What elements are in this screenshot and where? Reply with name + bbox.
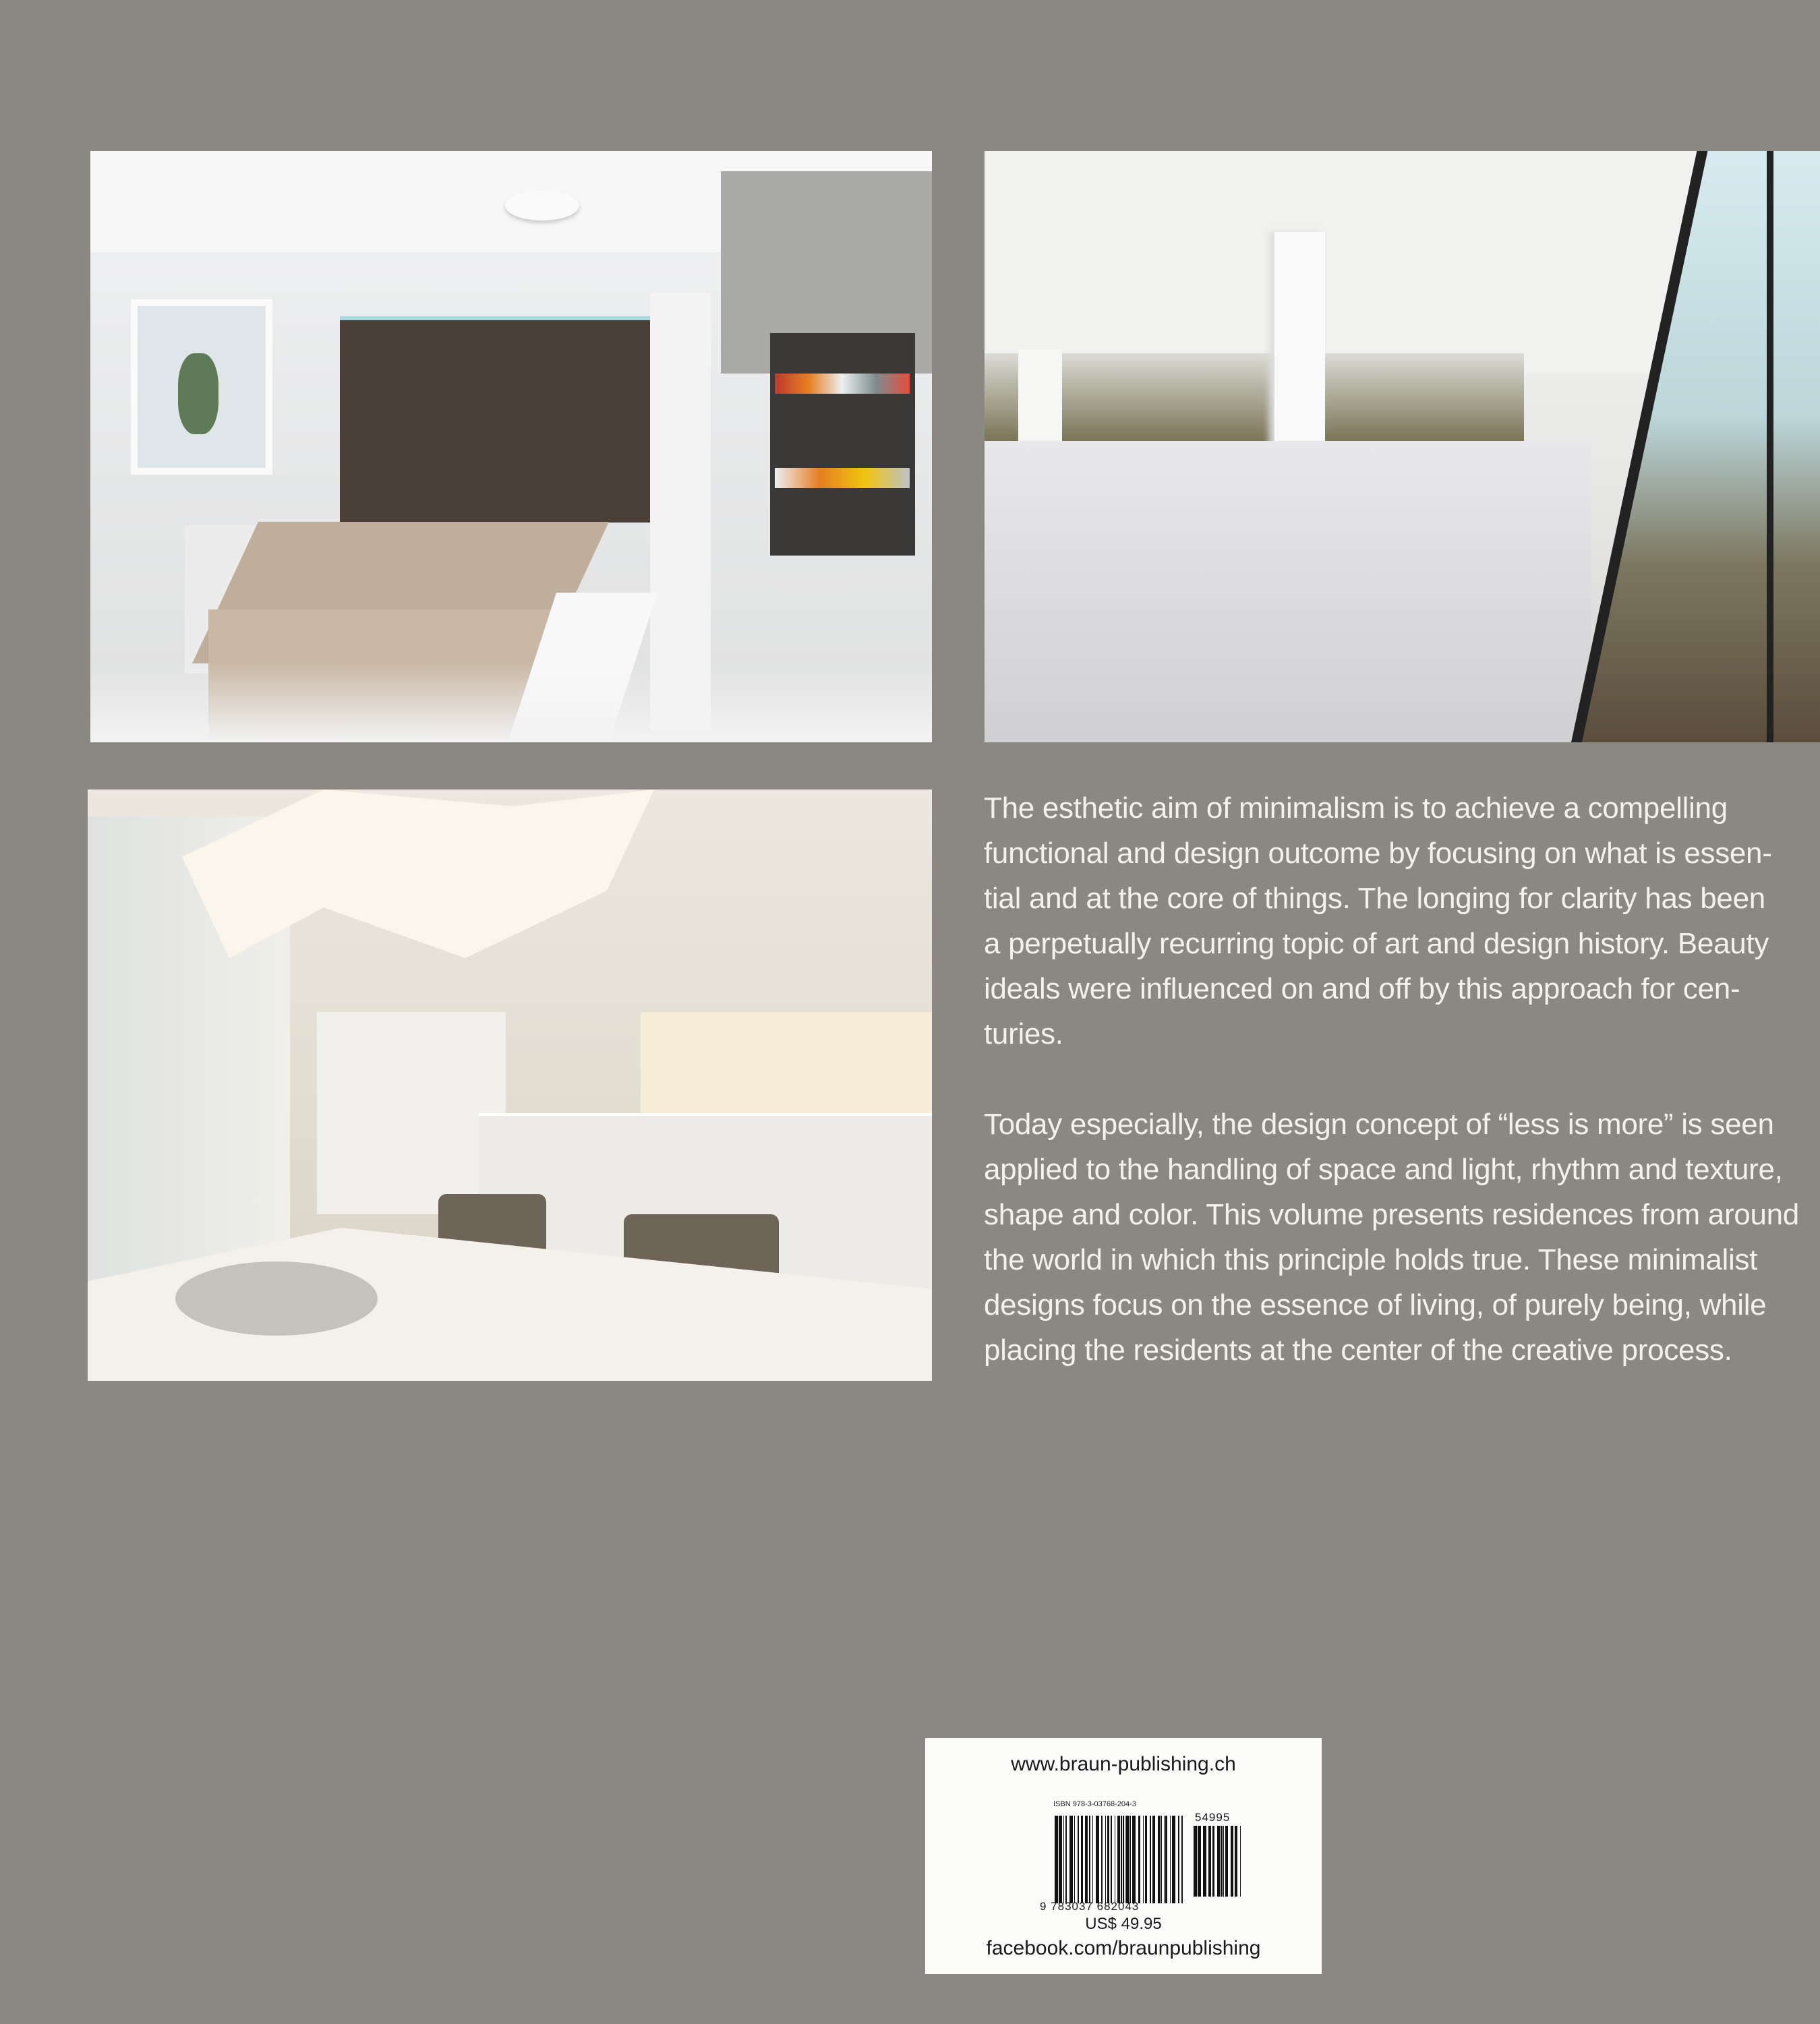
photo-living-room <box>90 151 932 742</box>
text-line: tial and at the core of things. The longing for clarity has been <box>984 882 1765 915</box>
barcode-bar <box>1078 1816 1079 1903</box>
barcode-bar <box>1059 1816 1062 1903</box>
text-line: ideals were influenced on and off by this approach for cen- <box>984 972 1740 1005</box>
barcode-label <box>925 1738 1322 1974</box>
barcode-bar <box>1081 1816 1083 1903</box>
barcode-bars <box>1055 1816 1183 1903</box>
barcode-bar <box>1223 1826 1224 1897</box>
barcode-bar <box>1130 1816 1131 1903</box>
text-line: designs focus on the essence of living, of purely being, while <box>984 1288 1767 1321</box>
barcode-digits: 9 783037 682043 <box>1040 1900 1140 1913</box>
barcode-bar <box>1203 1826 1206 1897</box>
barcode-bar <box>1198 1826 1201 1897</box>
text-line: a perpetually recurring topic of art and design history. Beauty <box>984 927 1769 960</box>
barcode-bar <box>1212 1826 1214 1897</box>
barcode-bar <box>1085 1816 1088 1903</box>
barcode-bar <box>1217 1826 1220 1897</box>
barcode-bar <box>1240 1826 1241 1897</box>
barcode-bar <box>1101 1816 1103 1903</box>
barcode-bar <box>1092 1816 1093 1903</box>
barcode-bar <box>1152 1816 1155 1903</box>
text-line: placing the residents at the center of the creative process. <box>984 1334 1732 1367</box>
text-line: shape and color. This volume presents residences from around <box>984 1198 1799 1231</box>
barcode-bar <box>1055 1816 1058 1903</box>
barcode-bar <box>1181 1816 1183 1903</box>
barcode-bar <box>1221 1826 1223 1897</box>
barcode-bar <box>1111 1816 1112 1903</box>
text-line: functional and design outcome by focusing on what is essen- <box>984 837 1772 870</box>
description-paragraph-1 <box>984 785 1820 1056</box>
barcode-bar <box>1150 1816 1151 1903</box>
barcode-bar <box>1065 1816 1067 1903</box>
barcode-bar <box>1143 1816 1144 1903</box>
barcode-bar <box>1123 1816 1124 1903</box>
barcode-bar <box>1172 1816 1175 1903</box>
barcode-bar <box>1107 1816 1109 1903</box>
text-line: Today especially, the design concept of “less is more” is seen <box>984 1108 1774 1141</box>
barcode-bar <box>1145 1816 1147 1903</box>
barcode-bar <box>1117 1816 1120 1903</box>
photo-glass-hall <box>985 151 1820 742</box>
description-paragraph-2 <box>984 1102 1820 1373</box>
barcode-bar <box>1132 1816 1136 1903</box>
barcode-addon-bars <box>1194 1826 1241 1897</box>
barcode-bar <box>1074 1816 1075 1903</box>
text-line: the world in which this principle holds true. These minimalist <box>984 1243 1758 1276</box>
text-line: applied to the handling of space and light, rhythm and texture, <box>984 1153 1783 1186</box>
photo-kitchen <box>88 790 932 1381</box>
barcode-bar <box>1063 1816 1064 1903</box>
barcode-bar <box>1178 1816 1179 1903</box>
text-line: turies. <box>984 1017 1063 1050</box>
publisher-website: www.braun-publishing.ch <box>1011 1753 1236 1775</box>
barcode-bar <box>1121 1816 1122 1903</box>
barcode-bar <box>1096 1816 1099 1903</box>
price-addon-code: 54995 <box>1195 1811 1231 1824</box>
barcode-bar <box>1194 1826 1197 1897</box>
barcode-bar <box>1161 1816 1162 1903</box>
book-description <box>984 785 1820 1418</box>
text-line: The esthetic aim of minimalism is to achieve a compelling <box>984 792 1728 825</box>
barcode-bar <box>1138 1816 1140 1903</box>
isbn-text: ISBN 978-3-03768-204-3 <box>1053 1800 1136 1808</box>
barcode-bar <box>1225 1826 1228 1897</box>
barcode-bar <box>1164 1816 1165 1903</box>
barcode-bar <box>1231 1826 1233 1897</box>
facebook-link: facebook.com/braunpublishing <box>986 1937 1261 1959</box>
price: US$ 49.95 <box>1085 1915 1162 1933</box>
barcode-bar <box>1235 1826 1237 1897</box>
barcode-bar <box>1089 1816 1090 1903</box>
barcode-bar <box>1208 1826 1211 1897</box>
barcode-bar <box>1165 1816 1167 1903</box>
barcode-bar <box>1158 1816 1161 1903</box>
barcode-bar <box>1170 1816 1171 1903</box>
barcode-bar <box>1069 1816 1073 1903</box>
barcode-bar <box>1126 1816 1129 1903</box>
barcode-bar <box>1105 1816 1106 1903</box>
